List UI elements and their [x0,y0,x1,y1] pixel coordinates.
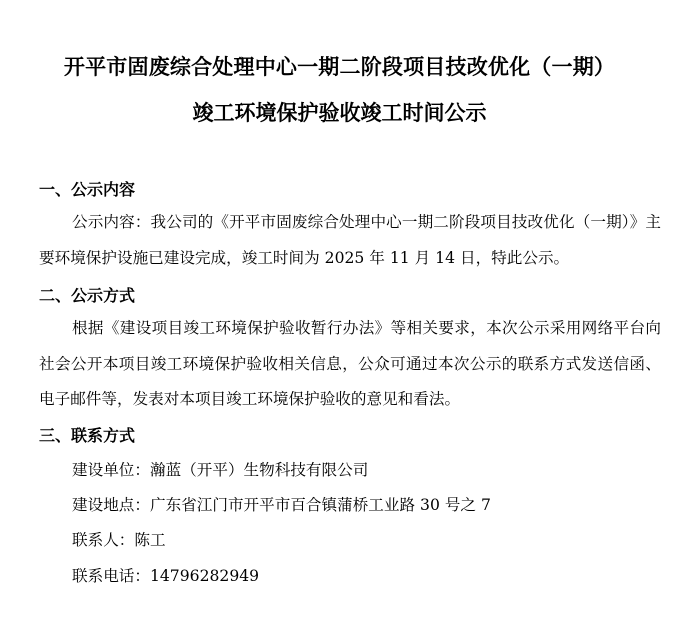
document-title-line-2: 竣工环境保护验收竣工时间公示 [192,101,487,125]
contact-person: 联系人：陈工 [72,531,166,549]
document-title-line-1: 开平市固废综合处理中心一期二阶段项目技改优化（一期） [63,55,616,79]
section-body-content: 公示内容：我公司的《开平市固废综合处理中心一期二阶段项目技改优化（一期）》主要环境保护设施已建设完成，竣工时间为 2025 年 11 月 14 日，特此公示。 [39,213,661,267]
section-heading-contact: 三、联系方式 [39,426,136,445]
contact-phone: 联系电话：14796282949 [72,567,260,585]
section-body-method: 根据《建设项目竣工环境保护验收暂行办法》等相关要求，本次公示采用网络平台向社会公开本项目竣工环境保护验收相关信息，公众可通过本次公示的联系方式发送信函、电子邮件等，发表对本项目竣工环境保护验收的意见和看法。 [39,319,661,408]
section-heading-content: 一、公示内容 [39,180,136,199]
contact-construction-site: 建设地点：广东省江门市开平市百合镇蒲桥工业路 30 号之 7 [72,496,491,514]
contact-construction-unit: 建设单位：瀚蓝（开平）生物科技有限公司 [72,461,369,479]
section-heading-method: 二、公示方式 [39,286,136,305]
